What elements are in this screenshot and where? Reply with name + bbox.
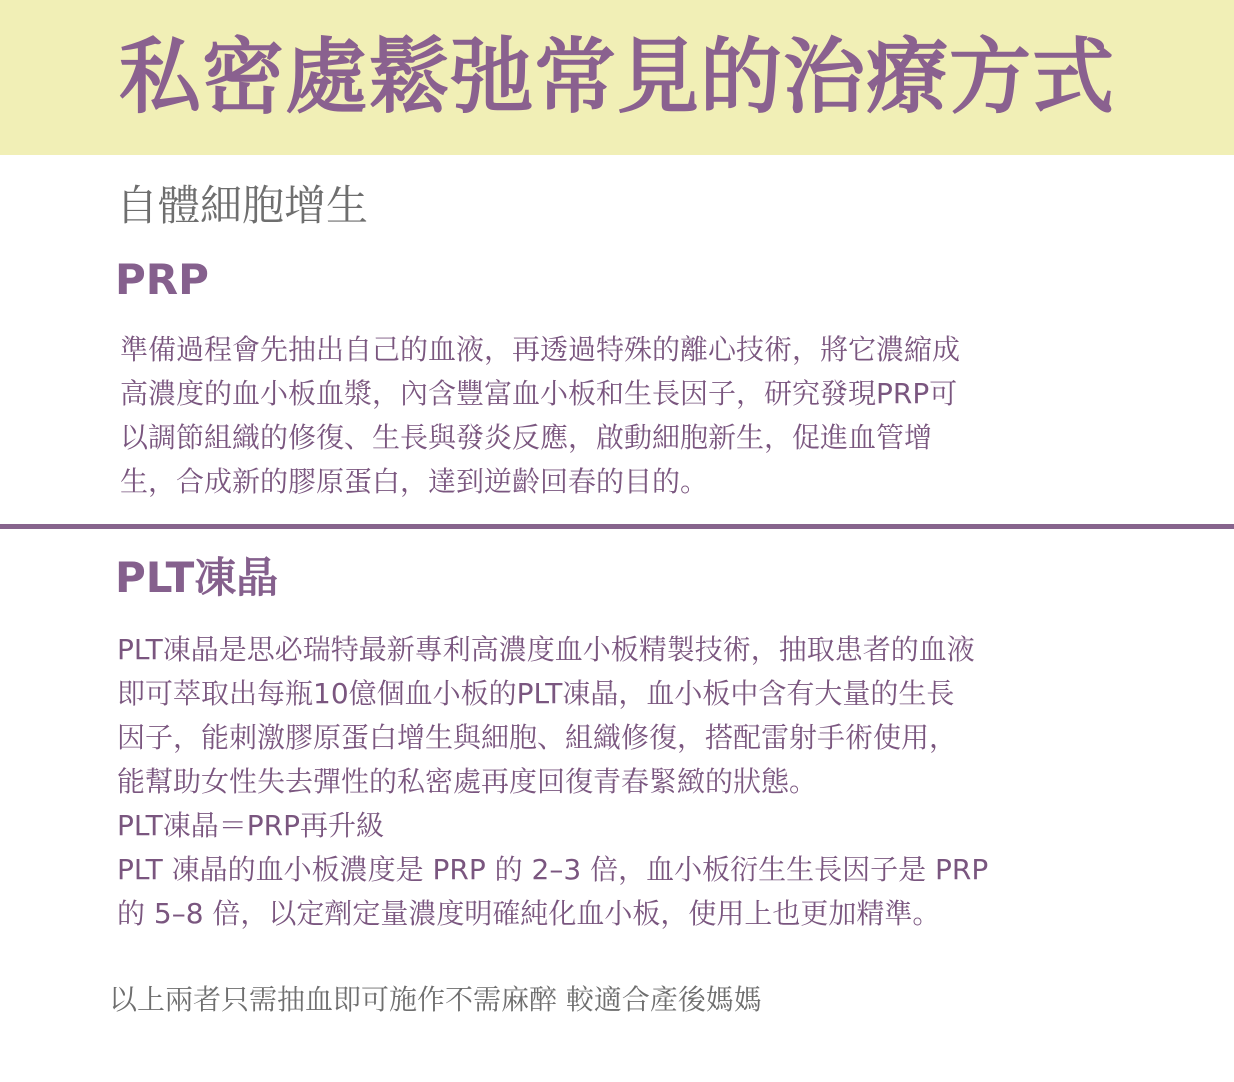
- title-banner: [0, 0, 1234, 155]
- footer-note: 以上兩者只需抽血即可施作不需麻醉 較適合產後媽媽: [109, 983, 762, 1016]
- category-label: 自體細胞增生: [116, 181, 369, 230]
- page-title: 私密處鬆弛常見的治療方式: [118, 30, 1115, 125]
- plt-description: PLT凍晶是思必瑞特最新專利高濃度血小板精製技術，抽取患者的血液 即可萃取出每瓶10億個血小板的PLT凍晶，血小板中含有大量的生長 因子，能刺激膠原蛋白增生與細胞、組織修復，搭配雷射手術使用， 能幫助女性失去彈性的私密處再度回復青春緊緻的狀態。 PLT凍晶＝PRP再升級 PLT 凍晶的血小板濃度是 PRP 的 2–3 倍，血小板衍生生長因子是 PRP 的 5–8 倍，以定劑定量濃度明確純化血小板，使用上也更加精準。: [117, 633, 989, 930]
- plt-heading: PLT凍晶: [115, 553, 279, 602]
- prp-heading: PRP: [115, 255, 209, 304]
- section-divider: [0, 524, 1234, 529]
- prp-description: 準備過程會先抽出自己的血液，再透過特殊的離心技術，將它濃縮成 高濃度的血小板血漿，內含豐富血小板和生長因子，研究發現PRP可 以調節組織的修復、生長與發炎反應，啟動細胞新生，促進血管增 生，合成新的膠原蛋白，達到逆齡回春的目的。: [120, 333, 961, 498]
